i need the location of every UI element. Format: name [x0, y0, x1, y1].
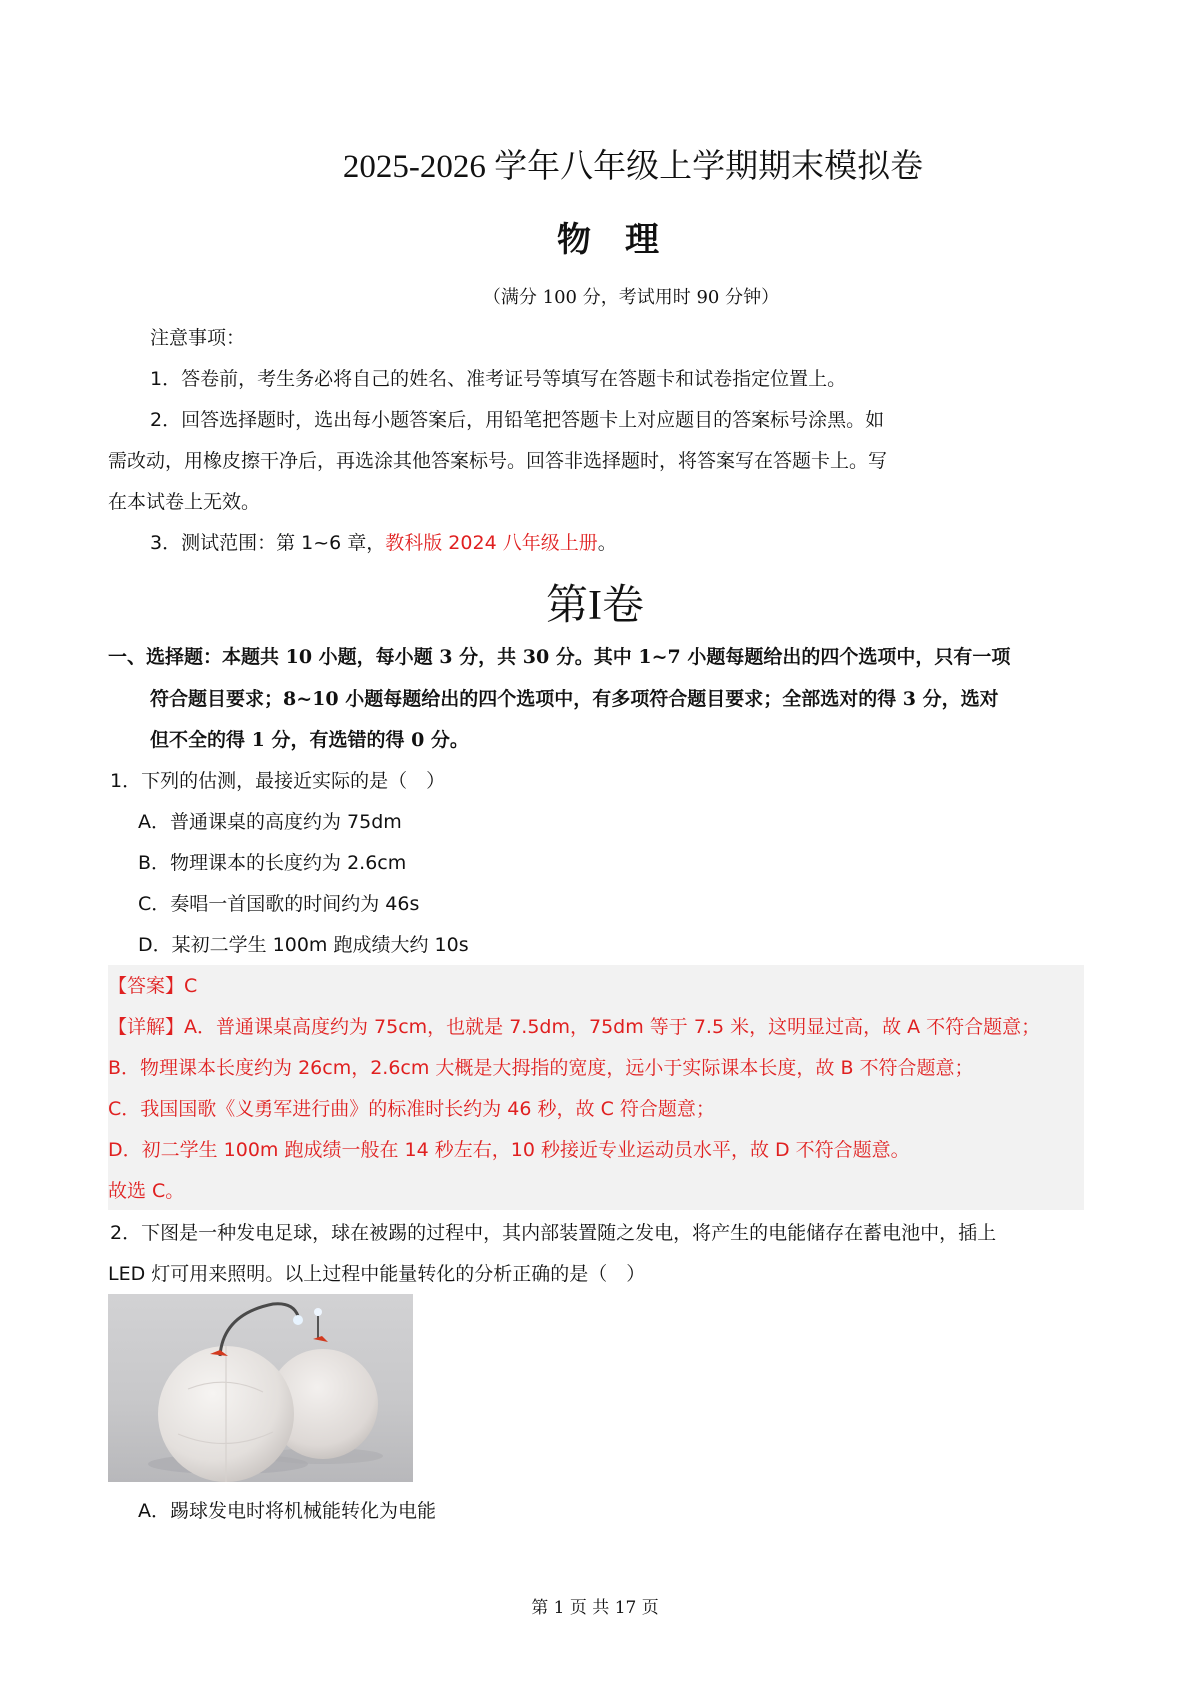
q1-detail-b: B．物理课本长度约为 26cm，2.6cm 大概是大拇指的宽度，远小于实际课本长度，故 B 不符合题意； — [108, 1057, 974, 1079]
q1-answer: 【答案】C — [108, 975, 198, 997]
notice-item-3-suffix: 。 — [597, 532, 617, 554]
answer-box — [108, 965, 1084, 1210]
subject-title: 物理 — [557, 220, 693, 260]
volume-title: 第I卷 — [546, 583, 644, 629]
q1-option-c: C．奏唱一首国歌的时间约为 46s — [138, 893, 420, 915]
notice-item-2-line-3: 在本试卷上无效。 — [108, 491, 261, 513]
q1-stem: 1．下列的估测，最接近实际的是（ ） — [110, 770, 446, 792]
led-light-right — [314, 1308, 322, 1316]
q1-detail-c: C．我国国歌《义勇军进行曲》的标准时长约为 46 秒，故 C 符合题意； — [108, 1098, 715, 1120]
generator-football-photo — [108, 1294, 413, 1482]
notice-item-1: 1．答卷前，考生务必将自己的姓名、准考证号等填写在答题卡和试卷指定位置上。 — [150, 368, 847, 390]
exam-title: 2025-2026 学年八年级上学期期末模拟卷 — [342, 149, 924, 185]
q1-option-b: B．物理课本的长度约为 2.6cm — [138, 852, 407, 874]
section1-line-2: 符合题目要求；8~10 小题每题给出的四个选项中，有多项符合题目要求；全部选对的得 3 分，选对 — [150, 688, 999, 710]
q2-option-a: A．踢球发电时将机械能转化为电能 — [138, 1500, 436, 1522]
section1-line-3: 但不全的得 1 分，有选错的得 0 分。 — [150, 729, 469, 751]
notice-item-3-edition: 教科版 2024 八年级上册 — [385, 532, 598, 554]
page-footer: 第 1 页 共 17 页 — [531, 1598, 659, 1618]
section1-line-1: 一、选择题：本题共 10 小题，每小题 3 分，共 30 分。其中 1~7 小题每题给出的四个选项中，只有一项 — [108, 646, 1011, 668]
q2-stem-line-1: 2．下图是一种发电足球，球在被踢的过程中，其内部装置随之发电，将产生的电能储存在蓄电池中，插上 — [110, 1222, 997, 1244]
notice-heading: 注意事项： — [150, 327, 246, 349]
led-light-left — [293, 1315, 303, 1325]
notice-item-2-line-1: 2．回答选择题时，选出每小题答案后，用铅笔把答题卡上对应题目的答案标号涂黑。如 — [150, 409, 885, 431]
generator-football-illustration — [108, 1294, 413, 1482]
notice-item-3 — [150, 528, 617, 555]
q1-detail-conclusion: 故选 C。 — [108, 1180, 185, 1202]
notice-item-2-line-2: 需改动，用橡皮擦干净后，再选涂其他答案标号。回答非选择题时，将答案写在答题卡上。写 — [108, 450, 888, 472]
notice-item-3-prefix: 3．测试范围：第 1~6 章， — [150, 532, 386, 554]
q1-detail-d: D．初二学生 100m 跑成绩一般在 14 秒左右，10 秒接近专业运动员水平，故 D 不符合题意。 — [108, 1139, 910, 1161]
q1-option-a: A．普通课桌的高度约为 75dm — [138, 811, 402, 833]
q1-detail-a: 【详解】A．普通课桌高度约为 75cm，也就是 7.5dm，75dm 等于 7.5 米，这明显过高，故 A 不符合题意； — [108, 1016, 1041, 1038]
q1-option-d: D．某初二学生 100m 跑成绩大约 10s — [138, 934, 469, 956]
score-note: （满分 100 分，考试用时 90 分钟） — [482, 287, 780, 308]
q2-stem-line-2: LED 灯可用来照明。以上过程中能量转化的分析正确的是（ ） — [108, 1263, 646, 1285]
